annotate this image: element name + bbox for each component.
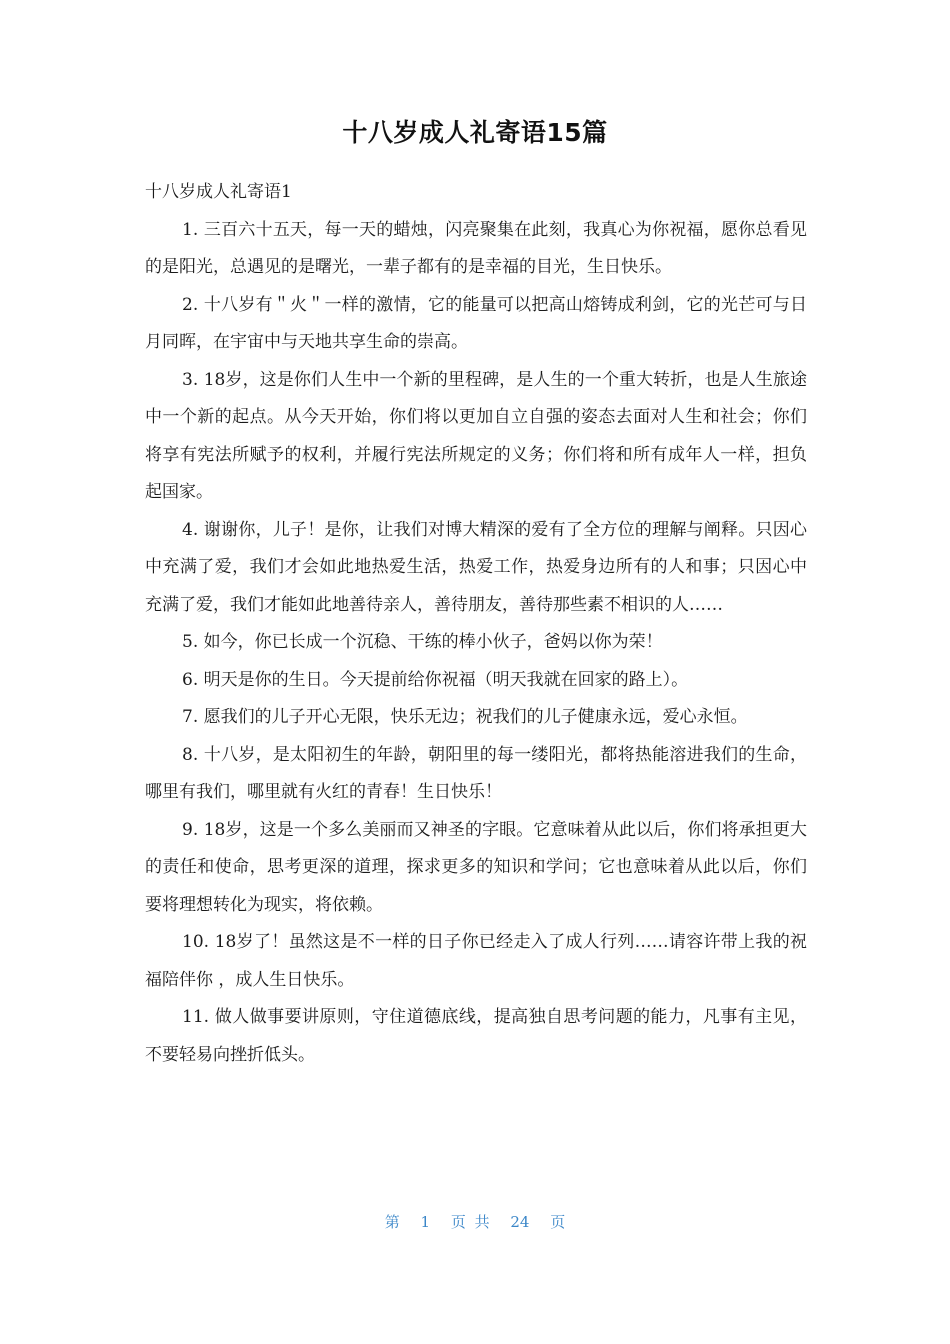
paragraph-3: 3. 18岁，这是你们人生中一个新的里程碑，是人生的一个重大转折，也是人生旅途中一个新的起点。从今天开始，你们将以更加自立自强的姿态去面对人生和社会；你们将享有宪法所赋予的权利，并履行宪法所规定的义务；你们将和所有成年人一样，担负起国家。	[145, 369, 807, 502]
paragraph-8: 8. 十八岁，是太阳初生的年龄，朝阳里的每一缕阳光，都将热能溶进我们的生命，哪里有我们，哪里就有火红的青春！生日快乐！	[145, 744, 807, 802]
paragraph-10: 10. 18岁了！虽然这是不一样的日子你已经走入了成人行列……请容许带上我的祝福陪伴你 ，成人生日快乐。	[145, 932, 807, 990]
paragraph-1: 1. 三百六十五天，每一天的蜡烛，闪亮聚集在此刻，我真心为你祝福，愿你总看见的是阳光，总遇见的是曙光，一辈子都有的是幸福的目光，生日快乐。	[145, 219, 807, 277]
footer-middle: 页 共	[450, 1213, 490, 1231]
paragraph-11: 11. 做人做事要讲原则，守住道德底线，提高独自思考问题的能力，凡事有主见，不要轻易向挫折低头。	[145, 1007, 807, 1065]
document-body	[145, 174, 807, 1074]
document-title: 十八岁成人礼寄语15篇	[342, 118, 608, 147]
footer-current-page: 1	[420, 1213, 431, 1231]
paragraph-2: 2. 十八岁有＂火＂一样的激情，它的能量可以把高山熔铸成利剑，它的光芒可与日月同晖，在宇宙中与天地共享生命的崇高。	[145, 294, 807, 352]
section-heading: 十八岁成人礼寄语1	[145, 182, 292, 202]
paragraph-6: 6. 明天是你的生日。今天提前给你祝福（明天我就在回家的路上）。	[182, 669, 689, 690]
paragraph-4: 4. 谢谢你，儿子！是你，让我们对博大精深的爱有了全方位的理解与阐释。只因心中充满了爱，我们才会如此地热爱生活，热爱工作，热爱身边所有的人和事；只因心中充满了爱，我们才能如此地善待亲人，善待朋友，善待那些素不相识的人……	[145, 519, 807, 615]
paragraph-9: 9. 18岁，这是一个多么美丽而又神圣的字眼。它意味着从此以后，你们将承担更大的责任和使命，思考更深的道理，探求更多的知识和学问；它也意味着从此以后，你们要将理想转化为现实，将依赖。	[145, 819, 807, 915]
paragraph-5: 5. 如今，你已长成一个沉稳、干练的棒小伙子，爸妈以你为荣！	[182, 632, 663, 652]
footer-total-pages: 24	[510, 1213, 530, 1231]
paragraph-7: 7. 愿我们的儿子开心无限，快乐无边；祝我们的儿子健康永远，爱心永恒。	[182, 707, 748, 727]
footer-suffix: 页	[550, 1213, 566, 1231]
page-footer	[0, 1209, 950, 1235]
footer-prefix: 第	[384, 1213, 400, 1231]
